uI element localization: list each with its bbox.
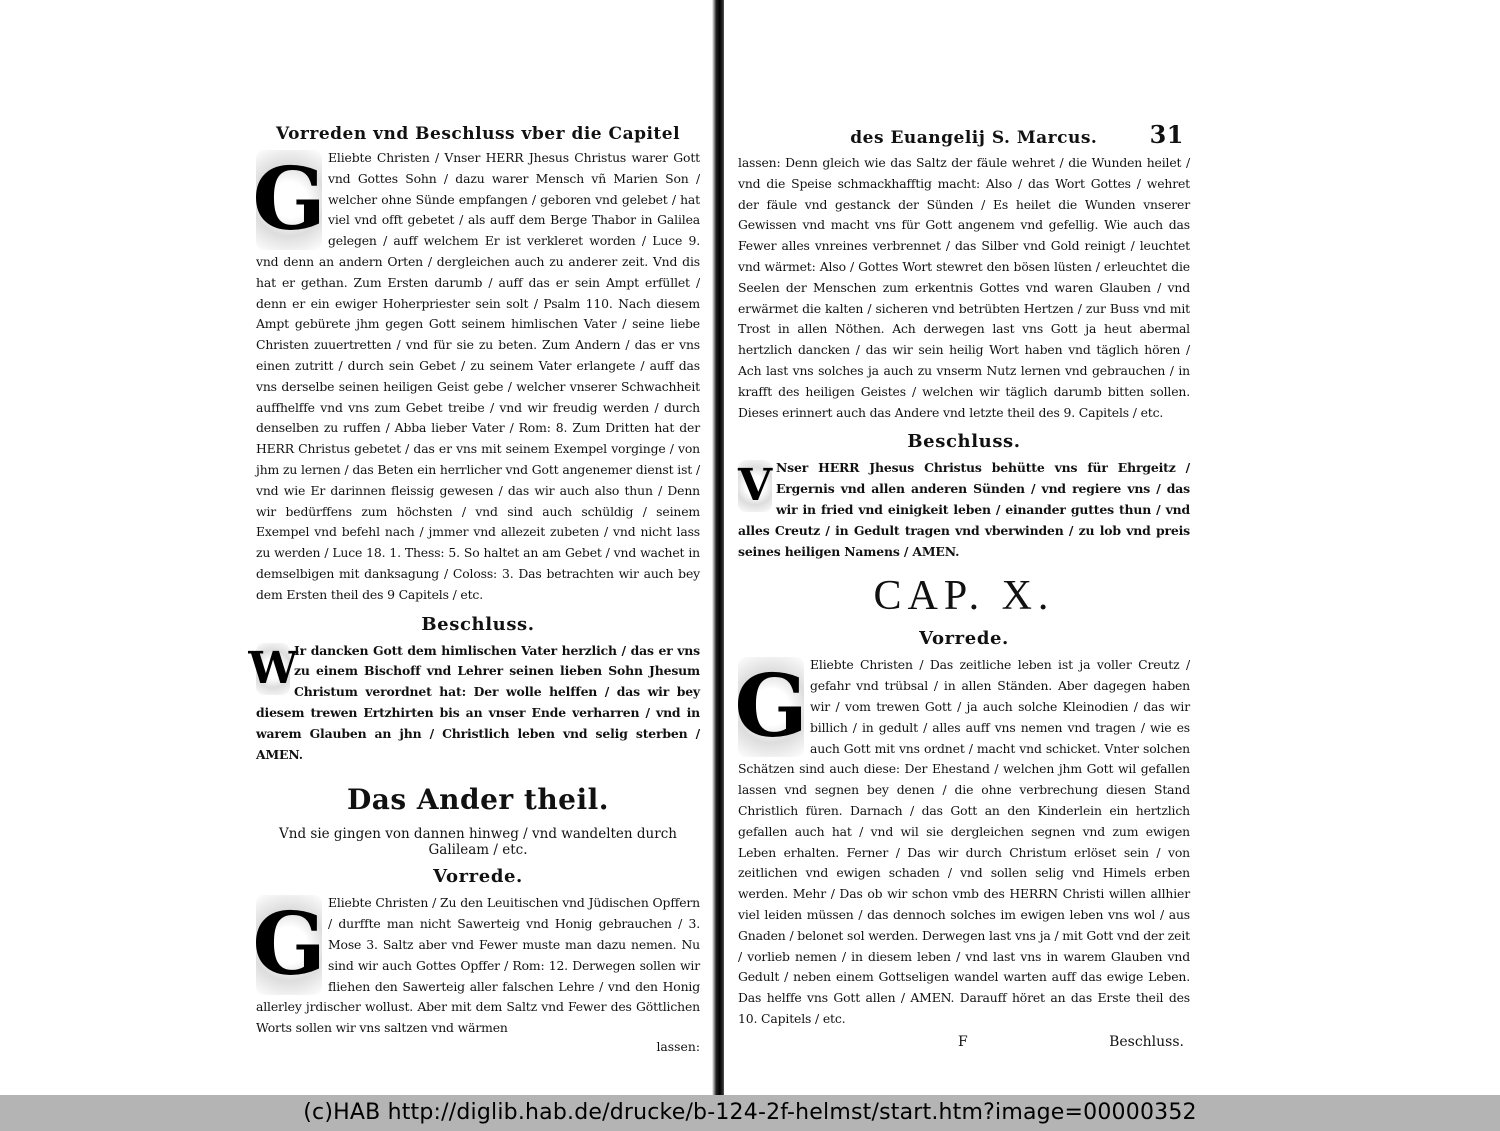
- part-subtitle: Vnd sie gingen von dannen hinweg / vnd wandelten durch Galileam / etc.: [279, 826, 677, 859]
- closing-heading: Beschluss.: [907, 431, 1021, 453]
- running-head-text: des Euangelij S. Marcus.: [850, 128, 1098, 148]
- preface-text: Eliebte Christen / Das zeitliche leben ist ja voller Creutz / gefahr vnd trübsal / in allen Ständen. Aber dagegen haben wir / vom trewen Gott / ja auch solche Kleinodien / das wir billich / in gedult / alles auff vns nemen vnd tragen / wie es auch Gott mit vns ordnet / macht vnd schicket. Vnter solchen Schätzen sind auch diese: Der Ehestand / welchen jhm Gott wil gefallen lassen vnd segnen bey denen / die ohne verbrechung diesen Stand Christlich füren. Darnach / das Gott an den Kinderlein ein hertzlich gefallen auch hat / vnd wil sie dergleichen segnen vnd zum ewigen Leben erhalten. Ferner / Das wir durch Christum erlöset sein / von zeitlichen vnd ewigen schaden / vnd sollen selig vnd Himels erben werden. Mehr / Das ob wir schon vmb des HERRN Christi willen allhier viel leiden müssen / das dennoch solches im ewigen leben vns wol / aus Gnaden / belonet sol werden. Derwegen last vns ja / mit Gott vnd der zeit / vorlieb nemen / in diesem leben / vnd last vns in warem Glauben vnd Gedult / neben einem Gottseligen wandel warten auff das ewige Leben. Das helffe vns Gott allen / AMEN. Darauff höret an das Erste theil des 10. Capitels / etc.: [738, 657, 1190, 1026]
- right-text-column: [734, 120, 1190, 1050]
- closing-paragraph: [738, 458, 1190, 562]
- closing-paragraph: [248, 641, 700, 766]
- right-page: [724, 0, 1500, 1095]
- closing-heading: Beschluss.: [421, 613, 535, 635]
- running-head: [738, 120, 1190, 149]
- part-title: Das Ander theil.: [346, 783, 610, 817]
- decorated-initial: V: [738, 460, 772, 512]
- preface-heading: Vorrede.: [919, 628, 1009, 650]
- decorated-initial: G: [734, 656, 808, 758]
- copyright-caption: (c)HAB http://diglib.hab.de/drucke/b-124-2f-helmst/start.htm?image=00000352: [0, 1095, 1500, 1131]
- left-text-column: [248, 124, 700, 1054]
- left-page: [0, 0, 716, 1095]
- folio-number: 31: [1149, 120, 1184, 149]
- decorated-initial: W: [248, 642, 298, 694]
- preface-text: Eliebte Christen / Zu den Leuitischen vnd Jüdischen Opffern / durffte man nicht Sawerteig vnd Honig gebrauchen / 3. Mose 3. Saltz aber vnd Fewer muste man dazu nemen. Nu sind wir auch Gottes Opffer / Rom: 12. Derwegen sollen wir fliehen den Sawerteig aller falschen Lehre / vnd den Honig allerley jrdischer wollust. Aber mit dem Saltz vnd Fewer des Göttlichen Worts sollen wir vns saltzen vnd wärmen: [256, 895, 700, 1036]
- running-head: Vorreden vnd Beschluss vber die Capitel: [275, 124, 681, 144]
- preface-heading: Vorrede.: [433, 866, 523, 888]
- decorated-initial: G: [252, 149, 326, 250]
- decorated-initial: G: [252, 894, 326, 996]
- preface-paragraph: [252, 893, 700, 1039]
- closing-text: Ir dancken Gott dem himlischen Vater herzlich / das er vns zu einem Bischoff vnd Lehrer seinen lieben Sohn Jhesum Christum verordnet hat: Der wolle helffen / das wir bey diesem trewen Ertzhirten bis an vnser Ende verharren / vnd in warem Glauben an jhn / Christlich leben vnd selig sterben / AMEN.: [256, 642, 700, 762]
- intro-paragraph: [252, 148, 700, 606]
- preface-paragraph: [734, 655, 1190, 1029]
- catchword: Beschluss.: [1109, 1033, 1184, 1050]
- catchword: lassen:: [656, 1038, 700, 1054]
- closing-text: Nser HERR Jhesus Christus behütte vns für Ehrgeitz / Ergernis vnd allen anderen Sünden / vnd regiere vns / das wir in fried vnd einigkeit leben / einander guttes thun / vnd alles Creutz / in Gedult tragen vnd vberwinden / zu lob vnd preis seines heiligen Namens / AMEN.: [738, 460, 1190, 559]
- page-footer: [738, 1034, 1190, 1050]
- intro-text: Eliebte Christen / Vnser HERR Jhesus Christus warer Gott vnd Gottes Sohn / dazu warer Mensch vñ Marien Son / welcher ohne Sünde empfangen / geboren vnd gelebet / hat viel vnd offt gebetet / als auff dem Berge Thabor in Galilea gelegen / auff welchem Er ist verkleret worden / Luce 9. vnd denn an andern Orten / dergleichen auch zu anderer zeit. Vnd dis hat er gethan. Zum Ersten darumb / auff das er sein Ampt erfüllet / denn er ein ewiger Hoherpriester sein solt / Psalm 110. Nach diesem Ampt gebürete jhm gegen Gott seinem himlischen Vater / seine liebe Christen zuuertretten / vnd für sie zu beten. Zum Andern / das er vns einen zutritt / durch sein Gebet / zu seinem Vater erlangete / auff das vns derselbe seinen heiligen Geist gebe / welcher vnserer Schwachheit auffhelffe vnd vns zum Gebet treibe / vnd wir freudig werden / durch denselben zu ruffen / Abba lieber Vater / Rom: 8. Zum Dritten hat der HERR Christus gebetet / das er vns mit seinem Exempel vorginge / von jhm zu lernen / das Beten ein herrlicher vnd Gott angenemer dienst ist / vnd wie Er darinnen fleissig gewesen / das wir auch also thun / Denn wir bedürffens zum höchsten / vnd sind auch schüldig / seinem Exempel vnd befehl nach / jmmer vnd allezeit zubeten / vnd nicht lass zu werden / Luce 18. 1. Thess: 5. So haltet an am Gebet / vnd wachet in demselbigen mit danksagung / Coloss: 3. Das betrachten wir auch bey dem Ersten theil des 9 Capitels / etc.: [256, 150, 700, 602]
- signature-mark: F: [958, 1033, 968, 1050]
- continuation-paragraph: lassen: Denn gleich wie das Saltz der fäule wehret / die Wunden heilet / vnd die Speise schmackhafftig macht: Also / das Wort Gottes / wehret der fäule vnd gestanck der Sünden / Es heilet die Wunden vnserer Gewissen vnd macht vns für Gott angenem vnd gefellig. Wie auch das Fewer alles vnreines verbrennet / das Silber vnd Gold reinigt / leuchtet vnd wärmet: Also / Gottes Wort stewret den bösen lüsten / erleuchtet die Seelen der Menschen zum erkentnis Gottes vnd waren Glauben / vnd erwärmet die kalten / sicheren vnd betrübten Hertzen / zur Buss vnd mit Trost in allen Nöthen. Ach derwegen last vns Gott ja heut abermal hertzlich dancken / das wir sein heilig Wort haben vnd täglich hören / Ach last vns solches ja auch zu vnserm Nutz lernen vnd gebrauchen / in krafft des heiligen Geistes / welchen wir täglich darumb bitten sollen. Dieses erinnert auch das Andere vnd letzte theil des 9. Capitels / etc.: [738, 155, 1190, 420]
- chapter-title: CAP. X.: [873, 573, 1055, 620]
